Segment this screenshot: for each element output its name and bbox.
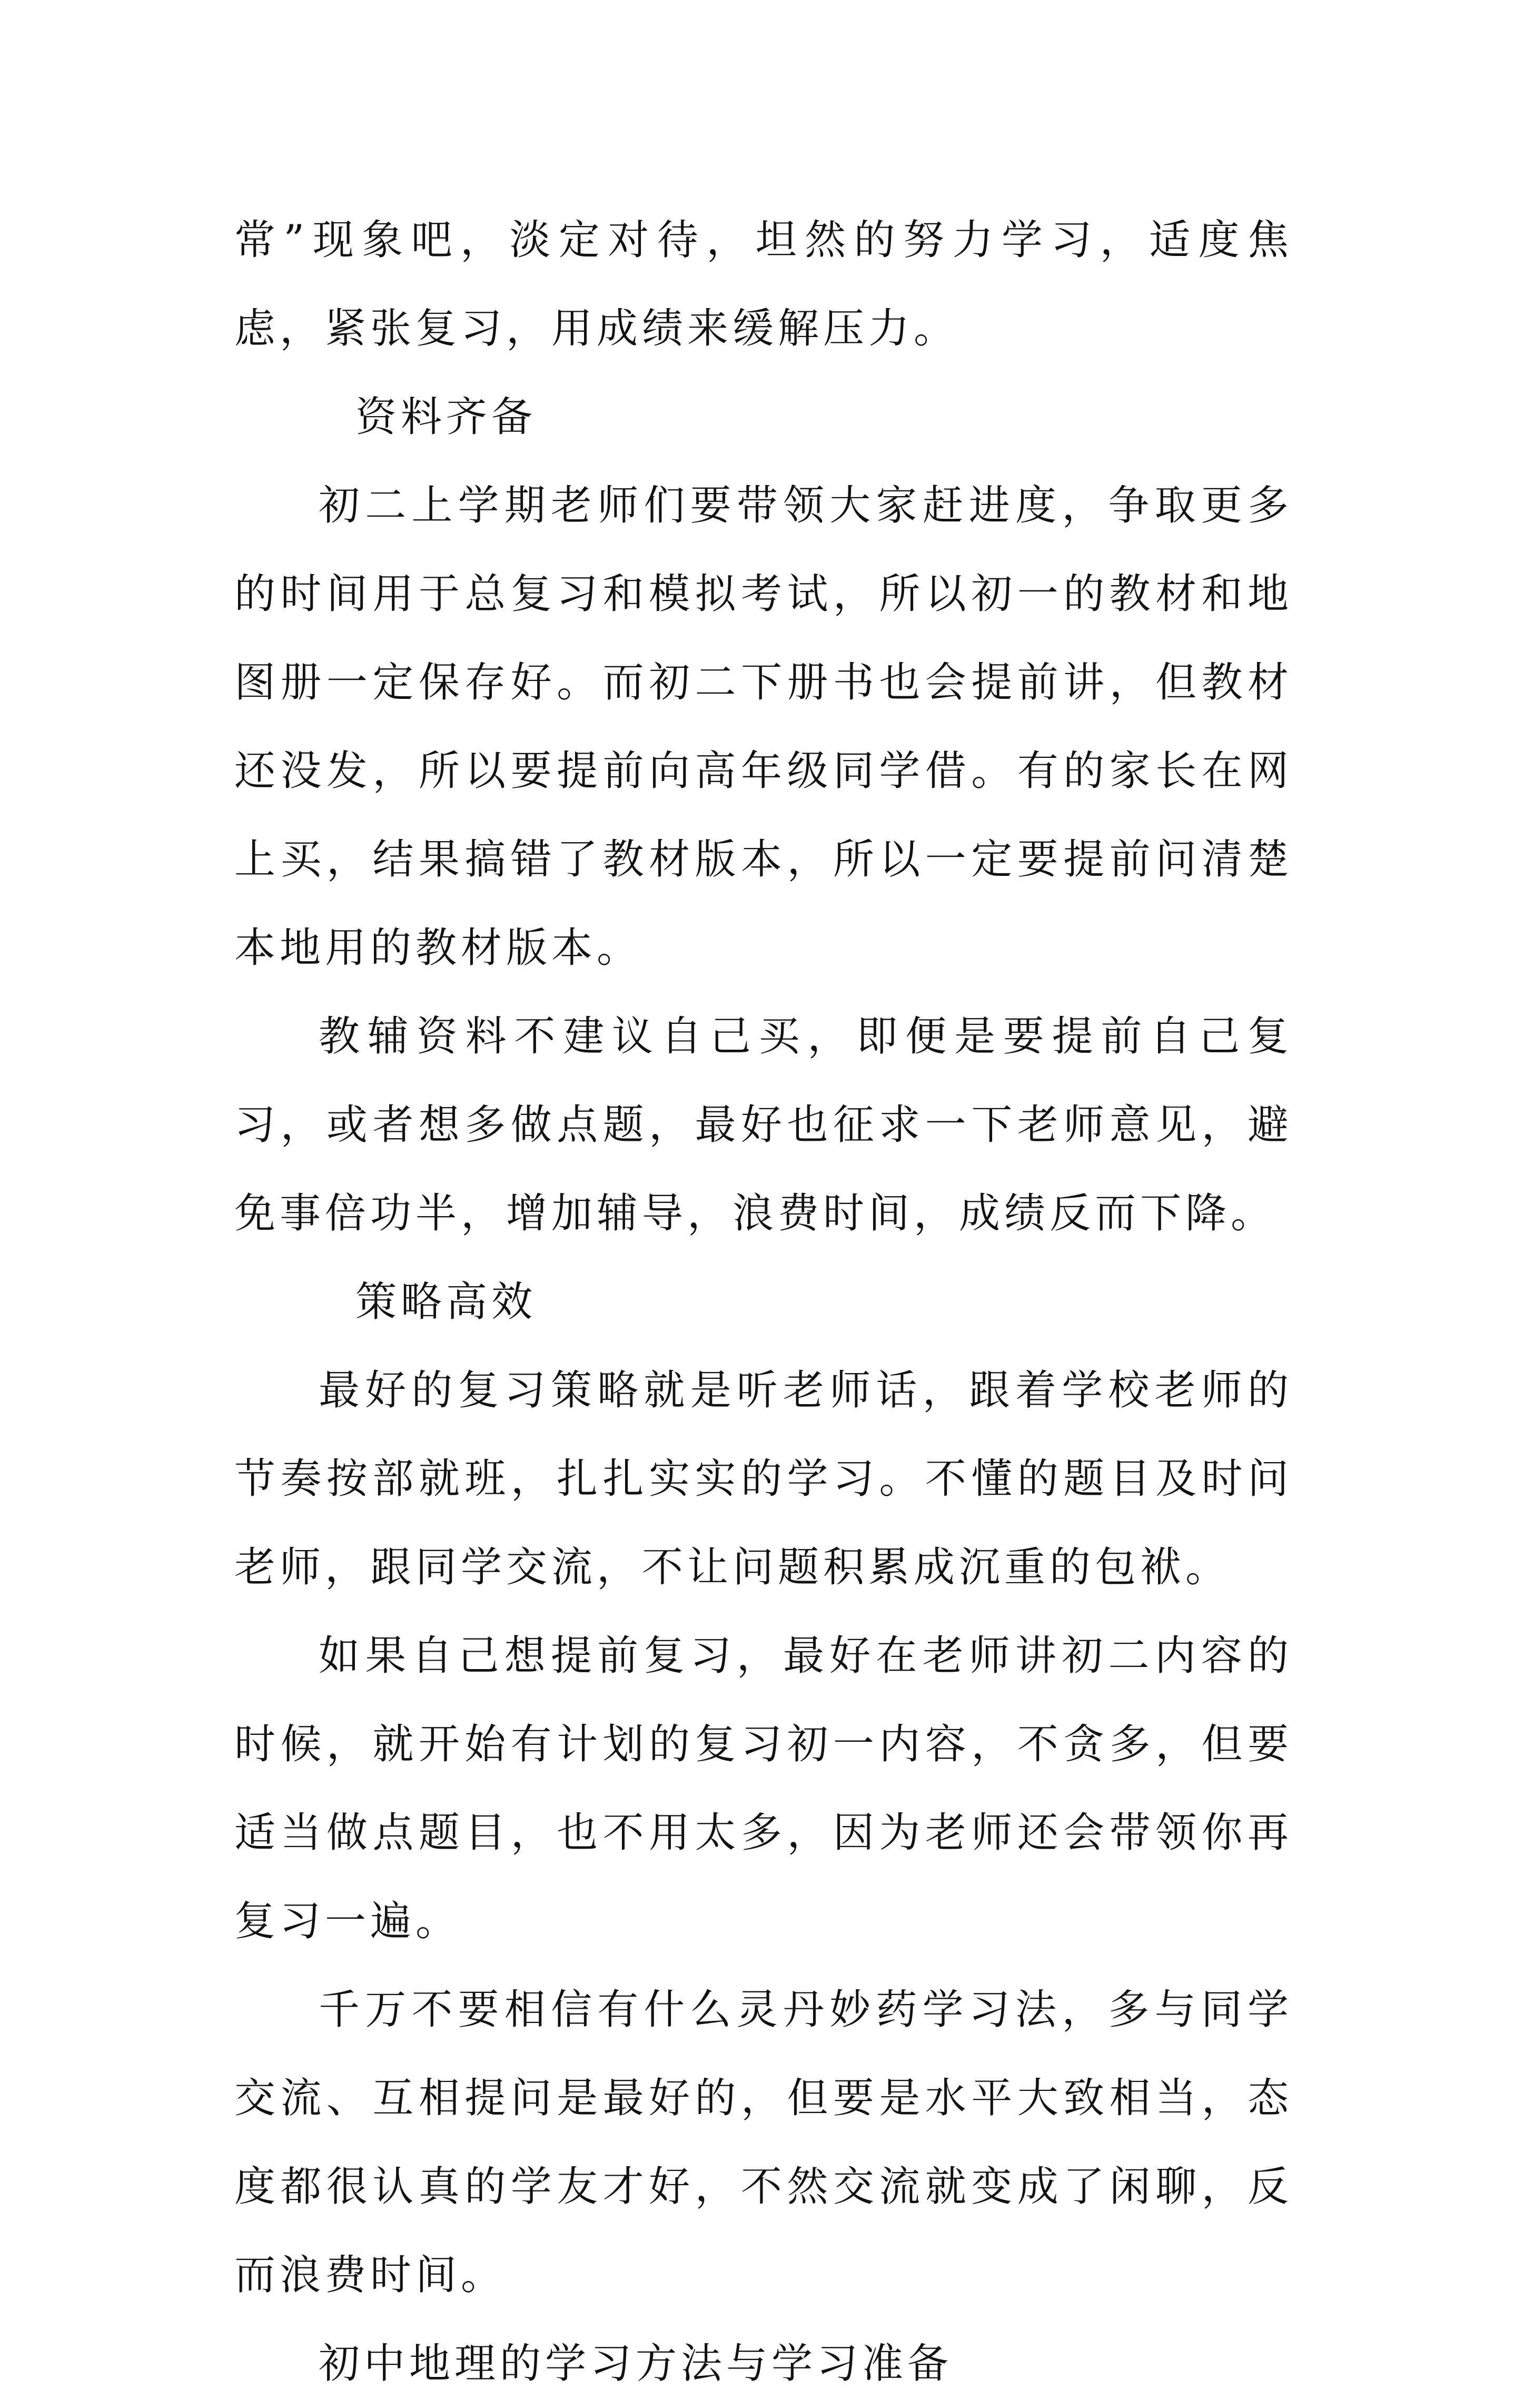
paragraph: 最好的复习策略就是听老师话，跟着学校老师的节奏按部就班，扎扎实实的学习。不懂的题目及时问老师，跟同学交流，不让问题积累成沉重的包袱。 [234,1367,1293,1591]
document-body [234,196,1293,2408]
paragraph: 常”现象吧，淡定对待，坦然的努力学习，适度焦虑，紧张复习，用成绩来缓解压力。 [234,216,1293,352]
paragraph: 千万不要相信有什么灵丹妙药学习法，多与同学交流、互相提问是最好的，但要是水平大致相当，态度都很认真的学友才好，不然交流就变成了闲聊，反而浪费时间。 [234,1986,1293,2299]
section-heading: 策略高效 [355,1278,537,1326]
paragraph: 初中地理的学习方法与学习准备 [319,2340,953,2387]
paragraph: 如果自己想提前复习，最好在老师讲初二内容的时候，就开始有计划的复习初一内容，不贪多，但要适当做点题目，也不用太多，因为老师还会带领你再复习一遍。 [234,1632,1293,1945]
paragraph: 初二上学期老师们要带领大家赶进度，争取更多的时间用于总复习和模拟考试，所以初一的教材和地图册一定保存好。而初二下册书也会提前讲，但教材还没发，所以要提前向高年级同学借。有的家长在网上买，结果搞错了教材版本，所以一定要提前问清楚本地用的教材版本。 [234,482,1293,972]
section-heading: 资料齐备 [355,393,537,441]
paragraph: 教辅资料不建议自己买，即便是要提前自己复习，或者想多做点题，最好也征求一下老师意见，避免事倍功半，增加辅导，浪费时间，成绩反而下降。 [234,1013,1293,1237]
